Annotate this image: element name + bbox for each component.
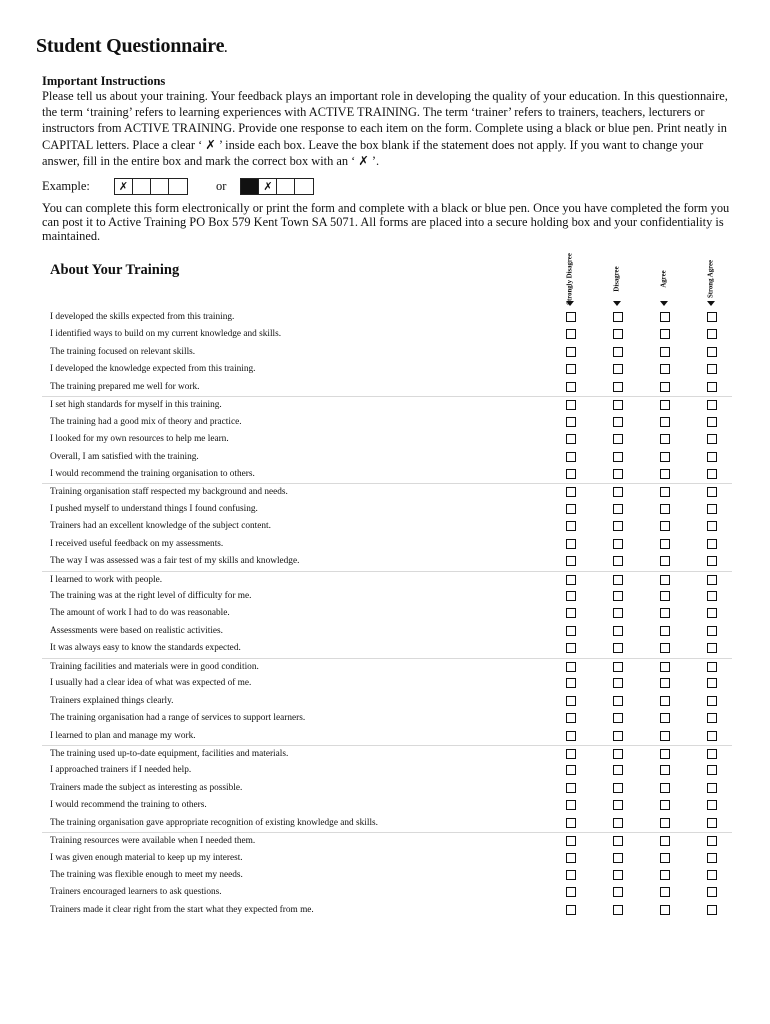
checkbox-strongly-disagree[interactable]	[566, 382, 576, 392]
checkbox-disagree[interactable]	[613, 347, 623, 357]
column-header-label: Agree	[660, 270, 668, 288]
checkbox-agree[interactable]	[660, 329, 670, 339]
question-text: I looked for my own resources to help me learn.	[50, 434, 229, 445]
instructions-text: Please tell us about your training. Your feedback plays an important role in developing the quality of your education. In this questionnaire, the term ‘training’ refers to learning experiences with ACTIVE TRAINING. The term ‘trainer’ refers to trainers, teachers, lecturers or instructors from ACTIVE TRAINING. Provide one response to each item on the form. Complete using a black or blue pen. Print neatly in CAPITAL letters. Place a clear ‘ ✗ ’ inside each box. Leave the box blank if the statement does not apply. If you want to change your answer, fill in the entire box and mark the correct box with an ‘ ✗ ’.	[42, 89, 728, 168]
checkbox-strongly-disagree[interactable]	[566, 696, 576, 706]
checkbox-disagree[interactable]	[613, 556, 623, 566]
checkbox-strong-agree[interactable]	[707, 347, 717, 357]
question-text: Trainers made the subject as interesting as possible.	[50, 782, 243, 793]
question-text: Overall, I am satisfied with the training.	[50, 451, 199, 462]
checkbox-disagree[interactable]	[613, 783, 623, 793]
checkbox-agree[interactable]	[660, 765, 670, 775]
checkbox-disagree[interactable]	[613, 853, 623, 863]
column-header-disagree	[597, 259, 637, 299]
checkbox-strongly-disagree[interactable]	[566, 905, 576, 915]
checkbox-disagree[interactable]	[613, 575, 623, 585]
column-header-label: Strongly Disagree	[566, 253, 574, 305]
checkbox-strongly-disagree[interactable]	[566, 731, 576, 741]
question-row	[42, 553, 732, 570]
checkbox-disagree[interactable]	[613, 696, 623, 706]
checkbox-agree[interactable]	[660, 434, 670, 444]
question-text: I identified ways to build on my current knowledge and skills.	[50, 329, 282, 340]
instructions-heading: Important Instructions	[42, 74, 166, 88]
arrow-down-icon	[707, 301, 715, 306]
question-row	[42, 326, 732, 343]
question-text: Trainers had an excellent knowledge of the subject content.	[50, 521, 271, 532]
question-text: The training organisation had a range of services to support learners.	[50, 713, 306, 724]
checkbox-disagree[interactable]	[613, 678, 623, 688]
checkbox-disagree[interactable]	[613, 487, 623, 497]
checkbox-disagree[interactable]	[613, 887, 623, 897]
checkbox-strongly-disagree[interactable]	[566, 417, 576, 427]
checkbox-strongly-disagree[interactable]	[566, 329, 576, 339]
page-title-dot: .	[224, 41, 228, 55]
checkbox-strongly-disagree[interactable]	[566, 434, 576, 444]
example-box-empty	[133, 179, 151, 194]
checkbox-strongly-disagree[interactable]	[566, 608, 576, 618]
checkbox-agree[interactable]	[660, 417, 670, 427]
checkbox-agree[interactable]	[660, 731, 670, 741]
example-box-empty	[295, 179, 313, 194]
checkbox-disagree[interactable]	[613, 382, 623, 392]
question-row	[42, 658, 732, 675]
checkbox-strongly-disagree[interactable]	[566, 870, 576, 880]
question-text: I was given enough material to keep up my interest.	[50, 852, 243, 863]
checkbox-disagree[interactable]	[613, 504, 623, 514]
question-row	[42, 867, 732, 884]
question-row	[42, 518, 732, 535]
question-text: The training prepared me well for work.	[50, 381, 200, 392]
question-text: The training used up-to-date equipment, facilities and materials.	[50, 748, 289, 759]
question-row	[42, 361, 732, 378]
checkbox-strong-agree[interactable]	[707, 836, 717, 846]
checkbox-strong-agree[interactable]	[707, 487, 717, 497]
column-header-label: Disagree	[613, 266, 621, 292]
example-label: Example:	[42, 178, 90, 193]
checkbox-strongly-disagree[interactable]	[566, 364, 576, 374]
checkbox-agree[interactable]	[660, 469, 670, 479]
checkbox-strongly-disagree[interactable]	[566, 783, 576, 793]
checkbox-agree[interactable]	[660, 643, 670, 653]
checkbox-agree[interactable]	[660, 678, 670, 688]
question-text: Trainers explained things clearly.	[50, 695, 174, 706]
questions-list	[42, 309, 732, 919]
page-title-text: Student Questionnaire	[36, 35, 225, 57]
question-row	[42, 780, 732, 797]
checkbox-agree[interactable]	[660, 713, 670, 723]
question-row	[42, 414, 732, 431]
checkbox-strong-agree[interactable]	[707, 765, 717, 775]
checkbox-strongly-disagree[interactable]	[566, 452, 576, 462]
question-row	[42, 605, 732, 622]
checkbox-agree[interactable]	[660, 382, 670, 392]
question-text: The training was flexible enough to meet my needs.	[50, 870, 243, 880]
checkbox-strongly-disagree[interactable]	[566, 347, 576, 357]
checkbox-strong-agree[interactable]	[707, 556, 717, 566]
question-row	[42, 832, 732, 849]
checkbox-strong-agree[interactable]	[707, 696, 717, 706]
checkbox-strong-agree[interactable]	[707, 364, 717, 374]
checkbox-strongly-disagree[interactable]	[566, 887, 576, 897]
checkbox-strongly-disagree[interactable]	[566, 400, 576, 410]
example-box-empty	[277, 179, 295, 194]
checkbox-strong-agree[interactable]	[707, 504, 717, 514]
checkbox-strongly-disagree[interactable]	[566, 575, 576, 585]
checkbox-disagree[interactable]	[613, 818, 623, 828]
checkbox-strongly-disagree[interactable]	[566, 853, 576, 863]
checkbox-agree[interactable]	[660, 364, 670, 374]
question-text: Training resources were available when I needed them.	[50, 836, 256, 847]
checkbox-agree[interactable]	[660, 575, 670, 585]
checkbox-agree[interactable]	[660, 608, 670, 618]
checkbox-strong-agree[interactable]	[707, 382, 717, 392]
question-row	[42, 640, 732, 657]
checkbox-agree[interactable]	[660, 521, 670, 531]
question-text: I learned to work with people.	[50, 574, 163, 585]
arrow-down-icon	[566, 301, 574, 306]
checkbox-strongly-disagree[interactable]	[566, 662, 576, 672]
checkbox-strongly-disagree[interactable]	[566, 504, 576, 514]
checkbox-strongly-disagree[interactable]	[566, 487, 576, 497]
question-row	[42, 501, 732, 518]
checkbox-strong-agree[interactable]	[707, 417, 717, 427]
checkbox-disagree[interactable]	[613, 434, 623, 444]
question-row	[42, 379, 732, 396]
question-row	[42, 466, 732, 483]
checkbox-strongly-disagree[interactable]	[566, 765, 576, 775]
checkbox-agree[interactable]	[660, 312, 670, 322]
checkbox-strong-agree[interactable]	[707, 887, 717, 897]
checkbox-strong-agree[interactable]	[707, 539, 717, 549]
checkbox-strong-agree[interactable]	[707, 452, 717, 462]
checkbox-agree[interactable]	[660, 400, 670, 410]
question-text: The amount of work I had to do was reasonable.	[50, 608, 230, 619]
question-row	[42, 850, 732, 867]
question-row	[42, 309, 732, 326]
question-text: The training organisation gave appropriate recognition of existing knowledge and skills.	[50, 817, 378, 828]
question-row	[42, 449, 732, 466]
question-row	[42, 902, 732, 919]
arrow-down-icon	[660, 301, 668, 306]
checkbox-disagree[interactable]	[613, 731, 623, 741]
checkbox-strongly-disagree[interactable]	[566, 749, 576, 759]
checkbox-strongly-disagree[interactable]	[566, 539, 576, 549]
checkbox-disagree[interactable]	[613, 713, 623, 723]
checkbox-disagree[interactable]	[613, 662, 623, 672]
checkbox-agree[interactable]	[660, 800, 670, 810]
question-row	[42, 588, 732, 605]
checkbox-strongly-disagree[interactable]	[566, 469, 576, 479]
question-text: The training focused on relevant skills.	[50, 346, 196, 357]
checkbox-disagree[interactable]	[613, 749, 623, 759]
checkbox-agree[interactable]	[660, 749, 670, 759]
checkbox-strongly-disagree[interactable]	[566, 818, 576, 828]
checkbox-agree[interactable]	[660, 870, 670, 880]
checkbox-agree[interactable]	[660, 853, 670, 863]
question-text: I would recommend the training organisation to others.	[50, 468, 255, 479]
checkbox-strongly-disagree[interactable]	[566, 836, 576, 846]
example-box-marked: ✗	[259, 179, 277, 194]
checkbox-strongly-disagree[interactable]	[566, 678, 576, 688]
checkbox-strong-agree[interactable]	[707, 329, 717, 339]
question-row	[42, 431, 732, 448]
question-text: Training organisation staff respected my background and needs.	[50, 487, 288, 498]
question-row	[42, 693, 732, 710]
checkbox-strongly-disagree[interactable]	[566, 800, 576, 810]
question-text: The way I was assessed was a fair test of my skills and knowledge.	[50, 556, 300, 567]
example-box-marked: ✗	[115, 179, 133, 194]
checkbox-strong-agree[interactable]	[707, 713, 717, 723]
checkbox-disagree[interactable]	[613, 521, 623, 531]
checkbox-agree[interactable]	[660, 504, 670, 514]
checkbox-strong-agree[interactable]	[707, 469, 717, 479]
checkbox-agree[interactable]	[660, 836, 670, 846]
checkbox-strong-agree[interactable]	[707, 731, 717, 741]
checkbox-strong-agree[interactable]	[707, 853, 717, 863]
column-header-strongly-disagree	[550, 253, 590, 305]
checkbox-agree[interactable]	[660, 591, 670, 601]
question-text: Training facilities and materials were in good condition.	[50, 661, 259, 672]
example-box-empty	[169, 179, 187, 194]
checkbox-strongly-disagree[interactable]	[566, 626, 576, 636]
question-text: Trainers encouraged learners to ask questions.	[50, 887, 222, 898]
question-text: I developed the skills expected from this training.	[50, 312, 235, 322]
question-text: I would recommend the training to others.	[50, 800, 207, 811]
checkbox-strongly-disagree[interactable]	[566, 643, 576, 653]
question-text: I developed the knowledge expected from this training.	[50, 364, 256, 375]
checkbox-agree[interactable]	[660, 887, 670, 897]
question-text: I pushed myself to understand things I found confusing.	[50, 503, 258, 514]
section-title: About Your Training	[50, 262, 180, 278]
question-text: I approached trainers if I needed help.	[50, 765, 192, 776]
question-text: I received useful feedback on my assessments.	[50, 538, 224, 549]
column-header-strong-agree	[691, 259, 731, 299]
checkbox-strong-agree[interactable]	[707, 521, 717, 531]
checkbox-agree[interactable]	[660, 905, 670, 915]
checkbox-strong-agree[interactable]	[707, 905, 717, 915]
checkbox-agree[interactable]	[660, 539, 670, 549]
checkbox-strong-agree[interactable]	[707, 608, 717, 618]
arrow-down-icon	[613, 301, 621, 306]
checkbox-disagree[interactable]	[613, 452, 623, 462]
checkbox-agree[interactable]	[660, 783, 670, 793]
checkbox-disagree[interactable]	[613, 591, 623, 601]
checkbox-strong-agree[interactable]	[707, 678, 717, 688]
page-title	[36, 35, 227, 58]
question-row	[42, 396, 732, 413]
question-text: Trainers made it clear right from the start what they expected from me.	[50, 904, 314, 915]
checkbox-strongly-disagree[interactable]	[566, 713, 576, 723]
checkbox-strong-agree[interactable]	[707, 870, 717, 880]
question-text: I learned to plan and manage my work.	[50, 730, 196, 741]
checkbox-agree[interactable]	[660, 696, 670, 706]
question-text: It was always easy to know the standards expected.	[50, 643, 241, 654]
completion-text: You can complete this form electronically or print the form and complete with a black or blue pen. Once you have completed the form you can post it to Active Training PO Box 579 Kent Town SA 5071. All forms are placed into a secure holding box and your confidentiality is maintained.	[42, 201, 730, 243]
example-or: or	[216, 178, 227, 193]
checkbox-disagree[interactable]	[613, 400, 623, 410]
checkbox-disagree[interactable]	[613, 626, 623, 636]
column-header-label: Strong Agree	[707, 259, 715, 299]
checkbox-strong-agree[interactable]	[707, 434, 717, 444]
checkbox-strong-agree[interactable]	[707, 400, 717, 410]
checkbox-strongly-disagree[interactable]	[566, 312, 576, 322]
example-row	[42, 177, 314, 195]
example-box-empty	[151, 179, 169, 194]
checkbox-strongly-disagree[interactable]	[566, 521, 576, 531]
checkbox-disagree[interactable]	[613, 870, 623, 880]
question-row	[42, 745, 732, 762]
checkbox-disagree[interactable]	[613, 312, 623, 322]
checkbox-disagree[interactable]	[613, 800, 623, 810]
checkbox-strong-agree[interactable]	[707, 783, 717, 793]
example-boxes-correct	[114, 178, 188, 195]
question-row	[42, 710, 732, 727]
question-row	[42, 483, 732, 500]
checkbox-strong-agree[interactable]	[707, 575, 717, 585]
question-row	[42, 675, 732, 692]
question-text: The training was at the right level of difficulty for me.	[50, 591, 252, 601]
checkbox-disagree[interactable]	[613, 905, 623, 915]
checkbox-agree[interactable]	[660, 556, 670, 566]
checkbox-strong-agree[interactable]	[707, 662, 717, 672]
checkbox-disagree[interactable]	[613, 364, 623, 374]
question-row	[42, 571, 732, 588]
checkbox-strong-agree[interactable]	[707, 643, 717, 653]
checkbox-disagree[interactable]	[613, 329, 623, 339]
checkbox-strong-agree[interactable]	[707, 312, 717, 322]
checkbox-disagree[interactable]	[613, 417, 623, 427]
checkbox-strong-agree[interactable]	[707, 749, 717, 759]
question-text: I usually had a clear idea of what was expected of me.	[50, 678, 252, 689]
checkbox-agree[interactable]	[660, 452, 670, 462]
checkbox-agree[interactable]	[660, 818, 670, 828]
question-row	[42, 815, 732, 832]
checkbox-agree[interactable]	[660, 662, 670, 672]
question-row	[42, 536, 732, 553]
checkbox-agree[interactable]	[660, 347, 670, 357]
question-row	[42, 728, 732, 745]
checkbox-agree[interactable]	[660, 487, 670, 497]
checkbox-strong-agree[interactable]	[707, 818, 717, 828]
checkbox-agree[interactable]	[660, 626, 670, 636]
checkbox-strong-agree[interactable]	[707, 626, 717, 636]
question-text: Assessments were based on realistic activities.	[50, 625, 223, 636]
example-box-filled	[241, 179, 259, 194]
checkbox-disagree[interactable]	[613, 469, 623, 479]
question-row	[42, 344, 732, 361]
checkbox-disagree[interactable]	[613, 643, 623, 653]
checkbox-strongly-disagree[interactable]	[566, 556, 576, 566]
checkbox-strong-agree[interactable]	[707, 591, 717, 601]
question-text: The training had a good mix of theory and practice.	[50, 416, 242, 427]
question-row	[42, 797, 732, 814]
checkbox-disagree[interactable]	[613, 608, 623, 618]
question-row	[42, 762, 732, 779]
column-header-agree	[644, 259, 684, 299]
question-row	[42, 623, 732, 640]
checkbox-disagree[interactable]	[613, 765, 623, 775]
question-text: I set high standards for myself in this training.	[50, 400, 222, 411]
checkbox-strong-agree[interactable]	[707, 800, 717, 810]
checkbox-strongly-disagree[interactable]	[566, 591, 576, 601]
example-boxes-changed	[240, 178, 314, 195]
checkbox-disagree[interactable]	[613, 836, 623, 846]
question-row	[42, 884, 732, 901]
checkbox-disagree[interactable]	[613, 539, 623, 549]
